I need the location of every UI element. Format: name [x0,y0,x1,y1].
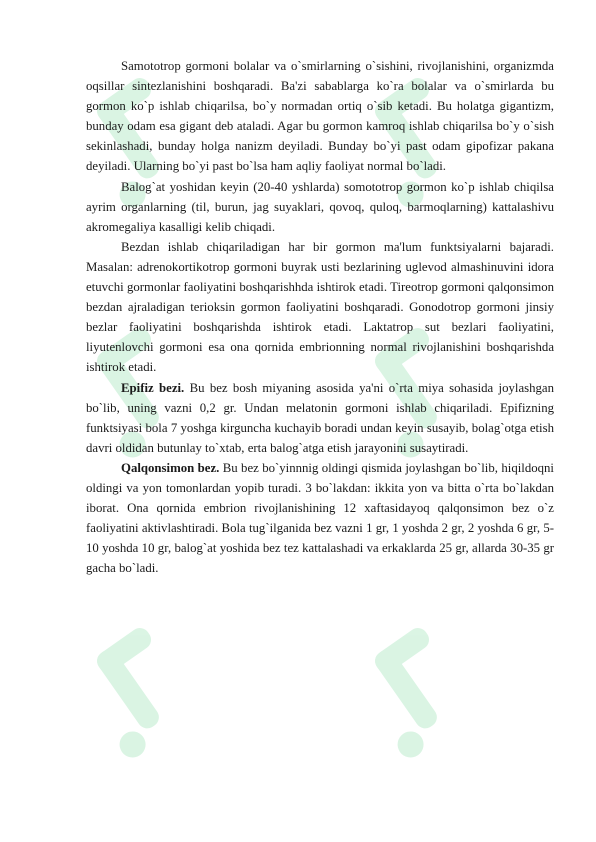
paragraph-text: Bezdan ishlab chiqariladigan har bir gormon ma'lum funktsiyalarni bajaradi. Masalan: adrenokortikotrop gormoni buyrak usti bezlarining uglevod almashinuvini idora etuvchi gormonlar faoliyatini boshqarishhda ishtirok etadi. Tireotrop gormoni qalqonsimon bezdan ajraladigan terioksin gormon faoliyatini boshqaradi. Gonodotrop gormoni jinsiy bezlar faoliyatini boshqarishda ishtirok etadi. Laktatrop sut bezlari faoliyatini, liyutenlovchi gormoni esa ona qornida embrionning normal rivojlanishini boshqarishda ishtirok etadi. [86,239,554,375]
watermark-logo-icon [69,624,206,766]
paragraph-heading: Epifiz bezi. [121,380,185,395]
paragraph [86,378,554,458]
watermark-logo-icon [347,624,484,766]
paragraph [86,177,554,237]
document-page [86,56,554,578]
paragraph [86,237,554,378]
paragraph [86,56,554,177]
paragraph-text: Samototrop gormoni bolalar va o`smirlarning o`sishini, rivojlanishini, organizmda oqsillar sintezlanishini boshqaradi. Ba'zi sabablarga ko`ra bolalar va o`smirlarda bu gormon ko`p ishlab chiqarilsa, bo`y normadan ortiq o`sib ketadi. Bu holatga gigantizm, bunday odam esa gigant deb ataladi. Agar bu gormon kamroq ishlab chiqarilsa bo`y o`sish sekinlashadi, bunday holga nanizm deyiladi. Bunday bo`yi past odam gipofizar pakana deyiladi. Ularning bo`yi past bo`lsa ham aqliy faoliyat normal bo`ladi. [86,59,554,174]
paragraph-text: Bu bez bo`yinnnig oldingi qismida joylashgan bo`lib, hiqildoqni oldingi va yon tomonlardan yopib turadi. 3 bo`lakdan: ikkita yon va bitta o`rta bo`lakdan iborat. Ona qornida embrion rivojlanishining 12 xaftasidayoq qalqonsimon bez o`z faoliyatini aktivlashtiradi. Bola tug`ilganida bez vazni 1 gr, 1 yoshda 2 gr, 2 yoshda 6 gr, 5-10 yoshda 10 gr, balog`at yoshida bez tez kattalashadi va erkaklarda 25 gr, allarda 30-35 gr gacha bo`ladi. [86,460,554,576]
paragraph-text: Bu bez bosh miyaning asosida ya'ni o`rta miya sohasida joylashgan bo`lib, uning vazni 0,2 gr. Undan melatonin gormoni ishlab chiqariladi. Epifizning funktsiyasi bola 7 yoshga kirguncha kuchayib boradi undan keyin susayib, bolag`otga etish davri oldidan butunlay to`xtab, erta balog`atga etish jarayonini susaytiradi. [86,380,554,455]
paragraph [86,458,554,579]
paragraph-heading: Qalqonsimon bez. [121,460,220,475]
paragraph-text: Balog`at yoshidan keyin (20-40 yshlarda) somototrop gormon ko`p ishlab chiqilsa ayrim organlarning (til, burun, jag suyaklari, qovoq, quloq, barmoqlarning) kattalashivu akromegaliya kasalligi kelib chiqadi. [86,179,554,234]
